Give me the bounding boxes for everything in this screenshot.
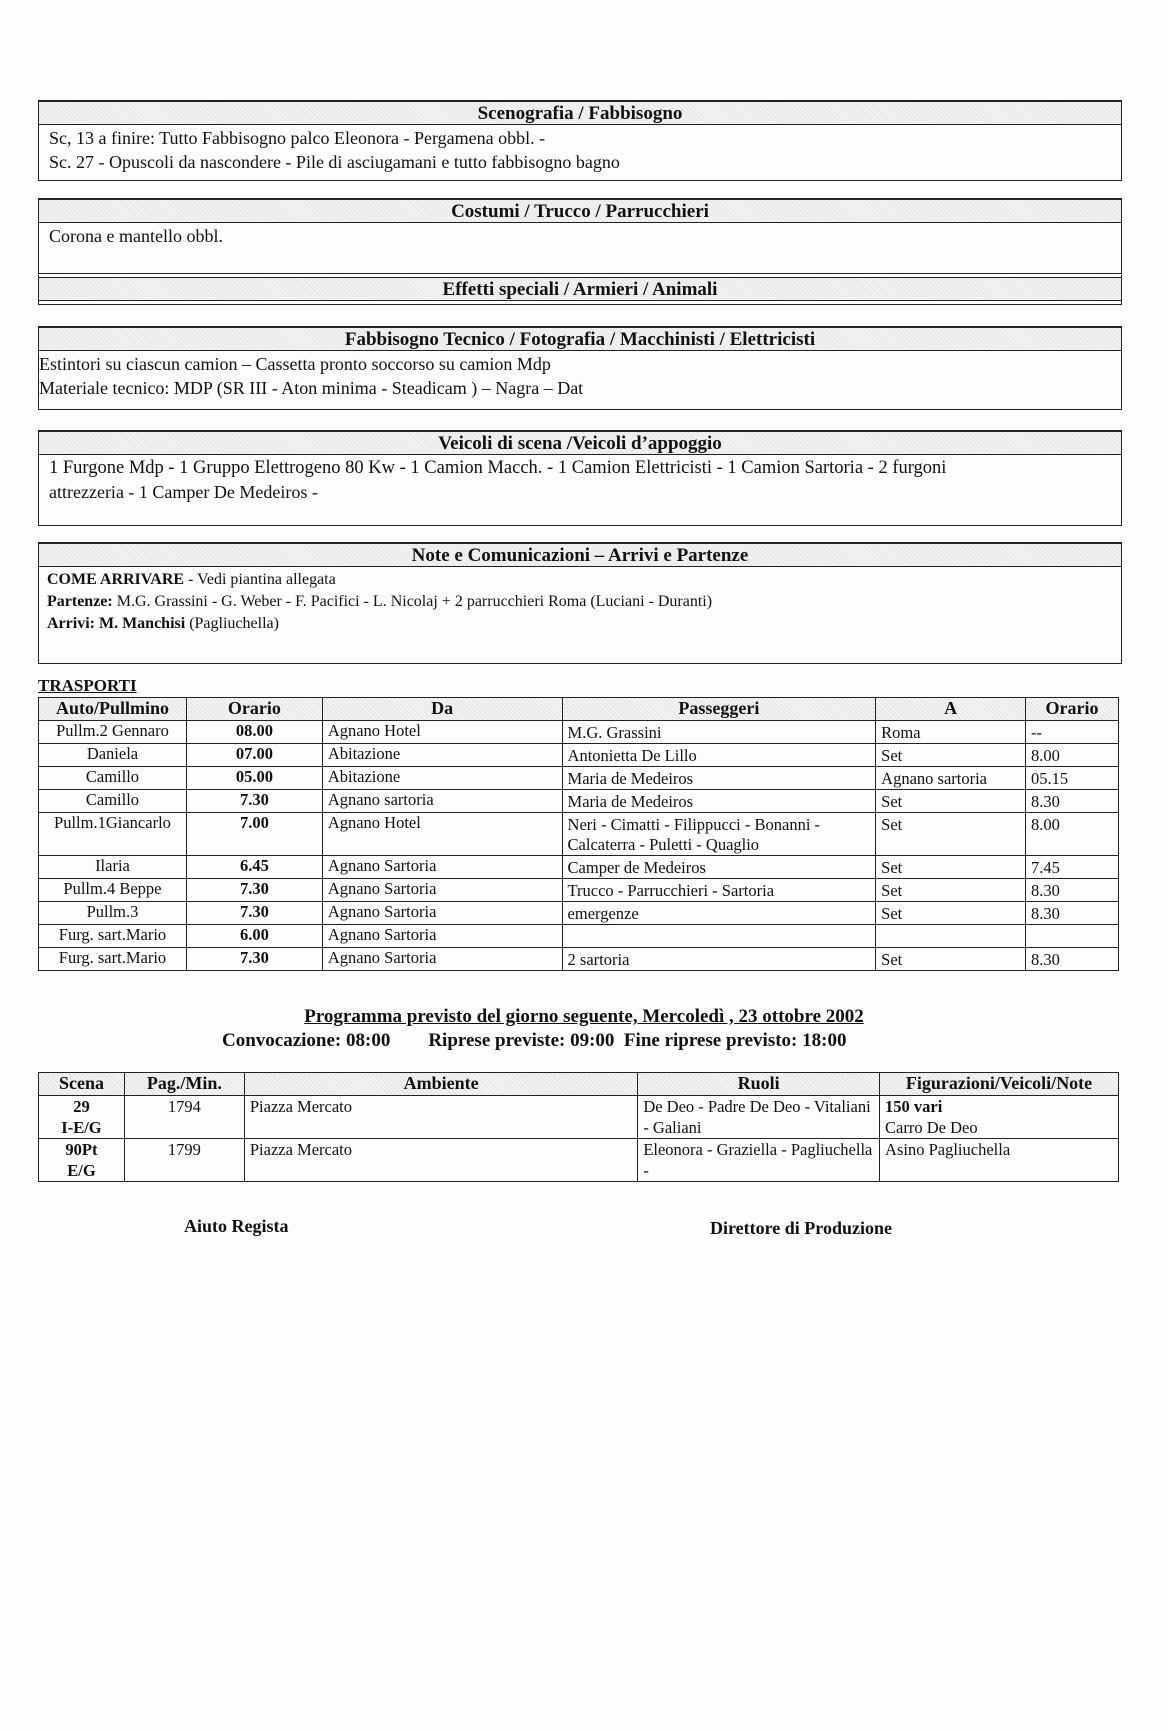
col-figurazioni: Figurazioni/Veicoli/Note (880, 1073, 1119, 1096)
trasporti-row (39, 948, 1119, 971)
note-title: Note e Comunicazioni – Arrivi e Partenze (411, 545, 749, 566)
cell-da: Agnano Hotel (322, 721, 562, 744)
cell-figurazioni: 150 vari Carro De Deo (880, 1096, 1119, 1139)
costumi-section (38, 198, 1122, 274)
trasporti-title: TRASPORTI (38, 676, 137, 695)
cell-orario-arrivo: 8.30 (1026, 948, 1119, 971)
cell-a: Set (876, 902, 1026, 925)
col-passeggeri: Passeggeri (562, 698, 876, 721)
cell-orario: 07.00 (186, 744, 322, 767)
costumi-header (39, 199, 1121, 223)
note-partenze (47, 591, 712, 613)
scenografia-section (38, 100, 1122, 181)
col-da: Da (322, 698, 562, 721)
cell-auto: Pullm.4 Beppe (39, 879, 187, 902)
col-ruoli: Ruoli (638, 1073, 880, 1096)
cell-passeggeri: Trucco - Parrucchieri - Sartoria (562, 879, 876, 902)
cell-a: Set (876, 879, 1026, 902)
cell-auto: Furg. sart.Mario (39, 948, 187, 971)
cell-auto: Pullm.1Giancarlo (39, 813, 187, 856)
cell-figurazioni: Asino Pagliuchella (880, 1139, 1119, 1182)
cell-orario-arrivo: -- (1026, 721, 1119, 744)
scenografia-title: Scenografia / Fabbisogno (477, 103, 683, 124)
cell-orario-arrivo: 8.00 (1026, 744, 1119, 767)
signature-direttore-produzione: Direttore di Produzione (710, 1218, 892, 1238)
cell-auto: Camillo (39, 790, 187, 813)
programma-row (39, 1096, 1119, 1139)
note-header (39, 543, 1121, 567)
cell-orario: 08.00 (186, 721, 322, 744)
effetti-header (39, 277, 1121, 301)
note-come-arrivare (47, 569, 336, 591)
cell-passeggeri: 2 sartoria (562, 948, 876, 971)
cell-orario-arrivo: 8.30 (1026, 879, 1119, 902)
cell-da: Agnano Sartoria (322, 925, 562, 948)
programma-title-text: Programma previsto del giorno seguente, Mercoledì , 23 ottobre 2002 (304, 1006, 864, 1027)
cell-passeggeri: Neri - Cimatti - Filippucci - Bonanni - Calcaterra - Puletti - Quaglio (562, 813, 876, 856)
cell-da: Agnano Sartoria (322, 902, 562, 925)
cell-da: Abitazione (322, 767, 562, 790)
col-ambiente: Ambiente (244, 1073, 637, 1096)
trasporti-row (39, 925, 1119, 948)
cell-da: Agnano Sartoria (322, 856, 562, 879)
cell-a: Set (876, 856, 1026, 879)
arrivi-label: Arrivi: M. Manchisi (47, 615, 186, 632)
come-arrivare-text: - Vedi piantina allegata (184, 571, 336, 588)
cell-da: Agnano Sartoria (322, 948, 562, 971)
note-section (38, 542, 1122, 664)
cell-da: Abitazione (322, 744, 562, 767)
programma-body (39, 1096, 1119, 1182)
cell-passeggeri: Antonietta De Lillo (562, 744, 876, 767)
cell-da: Agnano Sartoria (322, 879, 562, 902)
trasporti-row (39, 856, 1119, 879)
cell-ambiente: Piazza Mercato (244, 1139, 637, 1182)
cell-passeggeri: Maria de Medeiros (562, 790, 876, 813)
cell-orario: 6.45 (186, 856, 322, 879)
tecnico-line-1: Estintori su ciascun camion – Cassetta pronto soccorso su camion Mdp (39, 354, 551, 374)
veicoli-section (38, 430, 1122, 526)
cell-orario: 6.00 (186, 925, 322, 948)
veicoli-line-1: 1 Furgone Mdp - 1 Gruppo Elettrogeno 80 Kw - 1 Camion Macch. - 1 Camion Elettricisti - 1 Camion Sartoria - 2 furgoni (49, 458, 947, 478)
cell-passeggeri: Camper de Medeiros (562, 856, 876, 879)
cell-orario-arrivo: 8.30 (1026, 902, 1119, 925)
scenografia-line-1: Sc, 13 a finire: Tutto Fabbisogno palco Eleonora - Pergamena obbl. - (49, 128, 546, 148)
cell-orario-arrivo (1026, 925, 1119, 948)
cell-a: Set (876, 790, 1026, 813)
col-orario-arrivo: Orario (1026, 698, 1119, 721)
costumi-title: Costumi / Trucco / Parrucchieri (451, 201, 709, 222)
cell-orario: 7.30 (186, 948, 322, 971)
programma-subtitle: Convocazione: 08:00 Riprese previste: 09:00 Fine riprese previsto: 18:00 (222, 1030, 847, 1051)
programma-row (39, 1139, 1119, 1182)
cell-a: Agnano sartoria (876, 767, 1026, 790)
arrivi-text: (Pagliuchella) (185, 615, 279, 632)
scenografia-header (39, 101, 1121, 125)
effetti-title: Effetti speciali / Armieri / Animali (442, 279, 718, 300)
cell-a: Set (876, 744, 1026, 767)
cell-auto: Ilaria (39, 856, 187, 879)
col-auto: Auto/Pullmino (39, 698, 187, 721)
trasporti-row (39, 721, 1119, 744)
cell-passeggeri: emergenze (562, 902, 876, 925)
cell-orario-arrivo: 8.00 (1026, 813, 1119, 856)
cell-a: Set (876, 948, 1026, 971)
figurazioni-count: 150 vari (885, 1097, 943, 1116)
programma-title (0, 1006, 1168, 1028)
cell-a: Roma (876, 721, 1026, 744)
trasporti-row (39, 744, 1119, 767)
cell-a: Set (876, 813, 1026, 856)
tecnico-title: Fabbisogno Tecnico / Fotografia / Macchinisti / Elettricisti (344, 329, 816, 350)
programma-table (38, 1072, 1119, 1182)
cell-da: Agnano Hotel (322, 813, 562, 856)
cell-da: Agnano sartoria (322, 790, 562, 813)
cell-auto: Camillo (39, 767, 187, 790)
cell-auto: Daniela (39, 744, 187, 767)
cell-a (876, 925, 1026, 948)
cell-ruoli: Eleonora - Graziella - Pagliuchella - (638, 1139, 880, 1182)
tecnico-header (39, 327, 1121, 351)
cell-orario-arrivo: 7.45 (1026, 856, 1119, 879)
col-pag-min: Pag./Min. (124, 1073, 244, 1096)
cell-scena: 90Pt E/G (39, 1139, 125, 1182)
note-arrivi (47, 613, 279, 635)
trasporti-row (39, 879, 1119, 902)
trasporti-row (39, 790, 1119, 813)
cell-pag-min: 1799 (124, 1139, 244, 1182)
tecnico-section (38, 326, 1122, 410)
trasporti-row (39, 767, 1119, 790)
veicoli-line-2: attrezzeria - 1 Camper De Medeiros - (49, 482, 318, 502)
col-orario: Orario (186, 698, 322, 721)
cell-auto: Pullm.3 (39, 902, 187, 925)
costumi-line-1: Corona e mantello obbl. (49, 226, 223, 246)
trasporti-row (39, 902, 1119, 925)
veicoli-header (39, 431, 1121, 455)
cell-orario: 7.00 (186, 813, 322, 856)
signature-aiuto-regista: Aiuto Regista (184, 1216, 289, 1236)
tecnico-line-2: Materiale tecnico: MDP (SR III - Aton minima - Steadicam ) – Nagra – Dat (39, 378, 584, 398)
effetti-section (38, 275, 1122, 305)
cell-ruoli: De Deo - Padre De Deo - Vitaliani - Galiani (638, 1096, 880, 1139)
cell-passeggeri: Maria de Medeiros (562, 767, 876, 790)
cell-passeggeri (562, 925, 876, 948)
cell-orario: 7.30 (186, 790, 322, 813)
col-a: A (876, 698, 1026, 721)
trasporti-row (39, 813, 1119, 856)
partenze-text: M.G. Grassini - G. Weber - F. Pacifici - L. Nicolaj + 2 parrucchieri Roma (Luciani - Duranti) (112, 593, 713, 610)
cell-auto: Furg. sart.Mario (39, 925, 187, 948)
trasporti-header-row (39, 698, 1119, 721)
programma-header-row (39, 1073, 1119, 1096)
cell-orario: 7.30 (186, 879, 322, 902)
cell-scena: 29 I-E/G (39, 1096, 125, 1139)
cell-pag-min: 1794 (124, 1096, 244, 1139)
cell-orario: 7.30 (186, 902, 322, 925)
come-arrivare-label: COME ARRIVARE (47, 571, 185, 588)
cell-auto: Pullm.2 Gennaro (39, 721, 187, 744)
scenografia-line-2: Sc. 27 - Opuscoli da nascondere - Pile di asciugamani e tutto fabbisogno bagno (49, 152, 620, 172)
cell-orario: 05.00 (186, 767, 322, 790)
cell-orario-arrivo: 05.15 (1026, 767, 1119, 790)
cell-ambiente: Piazza Mercato (244, 1096, 637, 1139)
partenze-label: Partenze: (47, 593, 113, 610)
trasporti-table (38, 697, 1119, 971)
cell-orario-arrivo: 8.30 (1026, 790, 1119, 813)
cell-passeggeri: M.G. Grassini (562, 721, 876, 744)
veicoli-title: Veicoli di scena /Veicoli d’appoggio (438, 433, 722, 454)
col-scena: Scena (39, 1073, 125, 1096)
trasporti-body (39, 721, 1119, 971)
